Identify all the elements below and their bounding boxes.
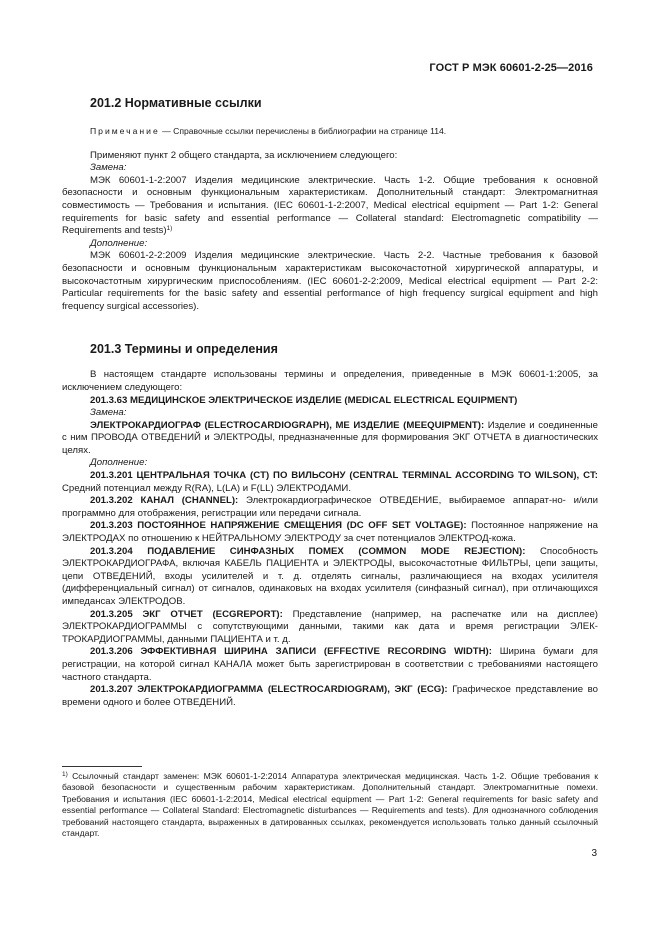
note: [62, 125, 598, 138]
definition-electrocardiograph: [62, 420, 598, 458]
term-201-3-63: 201.3.63 МЕДИЦИНСКОЕ ЭЛЕКТРИЧЕСКОЕ ИЗДЕЛИЕ (MEDICAL ELECTRICAL EQUIPMENT): [90, 394, 518, 406]
section-title-201-3: 201.3 Термины и определения: [90, 342, 278, 357]
label-add-2: Дополнение:: [90, 457, 148, 469]
definition-201-3-207: [62, 684, 598, 709]
section-title-201-2: 201.2 Нормативные ссылки: [90, 96, 262, 110]
footnote-text: Ссылочный стандарт заменен: МЭК 60601-1-2:2014 Аппаратура электрическая медицинская. Часть 1-2. Общие требования к базовой безопасности и существенным рабочим характеристикам. Дополнительный стандарт. Электромагнитные помехи. Требования и испытания (IEC 60601-1-2:2014, Medical electrical equipment — Part 1-2: General requirements for basic safety and essential performance — Collateral Standard: Electromagnetic disturbances — Requirements and tests). Для однозначного соблюдения требований настоящего стандарта, выраженных в датированных ссылках, рекомендуется использовать только данный ссылочный стандарт.: [62, 771, 598, 839]
definition-201-3-204: [62, 546, 598, 609]
note-label: Примечание: [90, 126, 160, 136]
def-201-3-205: Представление (например, на распечатке или на дисплее) ЭЛЕКТРОКАРДИОГРАММЫ с сопутствующими данными, такими как дата и время регистрации ЭЛЕК-ТРОКАРДИОГРАММЫ, данными ПАЦИЕНТА и т. д.: [62, 608, 598, 645]
label-replace-2: Замена:: [90, 407, 127, 419]
term-electrocardiograph: ЭЛЕКТРОКАРДИОГРАФ (ELECTROCARDIOGRAPH), МЕ ИЗДЕЛИЕ (MEEQUIPMENT):: [90, 419, 485, 431]
paragraph-add: МЭК 60601-2-2:2009 Изделия медицинские электрические. Часть 2-2. Частные требования к базовой безопасности и основным функциональным характеристикам высокочастотной хирургической аппаратуры, и высокочастотным хирургическим приспособлениям. (IEC 60601-2-2:2009, Medical electrical equipment — Part 2-2: Particular requirements for the basic safety and essential performance of high frequency surgical equipment and high frequency surgical accessories).: [62, 250, 598, 312]
def-201-3-206: Ширина бумаги для регистрации, на которой сигнал КАНАЛА может быть зарегистрирован в соответствии с требованиями настоящего частного стандарта.: [62, 646, 598, 683]
def-201-3-201: Средний потенциал между R(RA), L(LA) и F(LL) ЭЛЕКТРОДАМИ.: [62, 482, 351, 494]
paragraph-201-2-intro: Применяют пункт 2 общего стандарта, за исключением следующего:: [90, 149, 398, 161]
term-201-3-202: 201.3.202 КАНАЛ (CHANNEL):: [90, 495, 239, 507]
term-201-3-201: 201.3.201 ЦЕНТРАЛЬНАЯ ТОЧКА (CT) ПО ВИЛЬСОНУ (CENTRAL TERMINAL ACCORDING TO WILSON), CT:: [90, 470, 598, 482]
definition-201-3-203: [62, 520, 598, 545]
definition-201-3-206: [62, 646, 598, 684]
note-text: — Справочные ссылки перечислены в библиографии на странице 114.: [159, 126, 447, 136]
definition-201-3-202: [62, 495, 598, 520]
document-body: [62, 95, 598, 709]
page-number: 3: [591, 848, 597, 859]
label-replace: Замена:: [90, 162, 127, 174]
def-201-3-204: Способность ЭЛЕКТРОКАРДИОГРАФА, включая КАБЕЛЬ ПАЦИЕНТА и ЭЛЕКТРОДЫ, высокочастотные ФИЛЬТРЫ, цепи защиты, цепи ОТВЕДЕНИЙ, входы усилителей и т. д. отделять сигналы, различающиеся на входах усилителя (дифференциальный сигнал) от сигналов, одинаковых на входах усилителя (синфазный сигнал), при отличающихся импедансах ЭЛЕКТРОДОВ.: [62, 545, 598, 607]
def-201-3-207: Графическое представление во времени одного и более ОТВЕДЕНИЙ.: [62, 684, 598, 708]
footnote: [62, 771, 598, 839]
term-201-3-207: 201.3.207 ЭЛЕКТРОКАРДИОГРАММА (ELECTROCARDIOGRAM), ЭКГ (ECG):: [90, 684, 448, 696]
footnote-divider: [62, 766, 142, 767]
footnote-marker: 1): [62, 771, 68, 778]
def-201-3-203: Постоянное напряжение на ЭЛЕКТРОДАХ по отношению к НЕЙТРАЛЬНОМУ ЭЛЕКТРОДУ за счет потенциалов ЭЛЕКТРОД-кожа.: [62, 520, 598, 545]
paragraph-replace: [62, 175, 598, 238]
term-201-3-204: 201.3.204 ПОДАВЛЕНИЕ СИНФАЗНЫХ ПОМЕХ (COMMON MODE REJECTION):: [90, 545, 526, 557]
term-201-3-203: 201.3.203 ПОСТОЯННОЕ НАПРЯЖЕНИЕ СМЕЩЕНИЯ (DC OFF SET VOLTAGE):: [90, 520, 467, 532]
def-201-3-202: Электрокардиографическое ОТВЕДЕНИЕ, выбираемое аппарат-но- и/или программно для отображения, регистрации или передачи сигнала.: [62, 495, 598, 519]
standard-header: ГОСТ Р МЭК 60601-2-25—2016: [429, 62, 593, 74]
def-electrocardiograph: Изделие и соединенные с ним ПРОВОДА ОТВЕДЕНИЙ и ЭЛЕКТРОДЫ, предназначенные для формирования ЭКГ ОТЧЕТА в диагностических целях.: [62, 419, 598, 456]
paragraph-201-3-intro: В настоящем стандарте использованы термины и определения, приведенные в МЭК 60601-1:2005, за исключением следующего:: [62, 369, 598, 393]
definition-201-3-201: [62, 470, 598, 495]
term-201-3-206: 201.3.206 ЭФФЕКТИВНАЯ ШИРИНА ЗАПИСИ (EFFECTIVE RECORDING WIDTH):: [90, 646, 492, 658]
term-201-3-205: 201.3.205 ЭКГ ОТЧЕТ (ECGREPORT):: [90, 608, 283, 620]
definition-201-3-205: [62, 609, 598, 647]
label-add: Дополнение:: [90, 237, 148, 249]
replace-text: МЭК 60601-1-2:2007 Изделия медицинские электрические. Часть 1-2. Общие требования к основной безопасности и основным функциональным характеристикам. Дополнительный стандарт: Электромагнитная совместимость — Требования и испытания. (IEC 60601-1-2:2007, Medical electrical equipment — Part 1-2: General requirements for basic safety and essential performance — Collateral standard: Electromagnetic compatibility — Requirements and tests): [62, 174, 598, 237]
footnote-ref[interactable]: 1): [166, 225, 173, 233]
